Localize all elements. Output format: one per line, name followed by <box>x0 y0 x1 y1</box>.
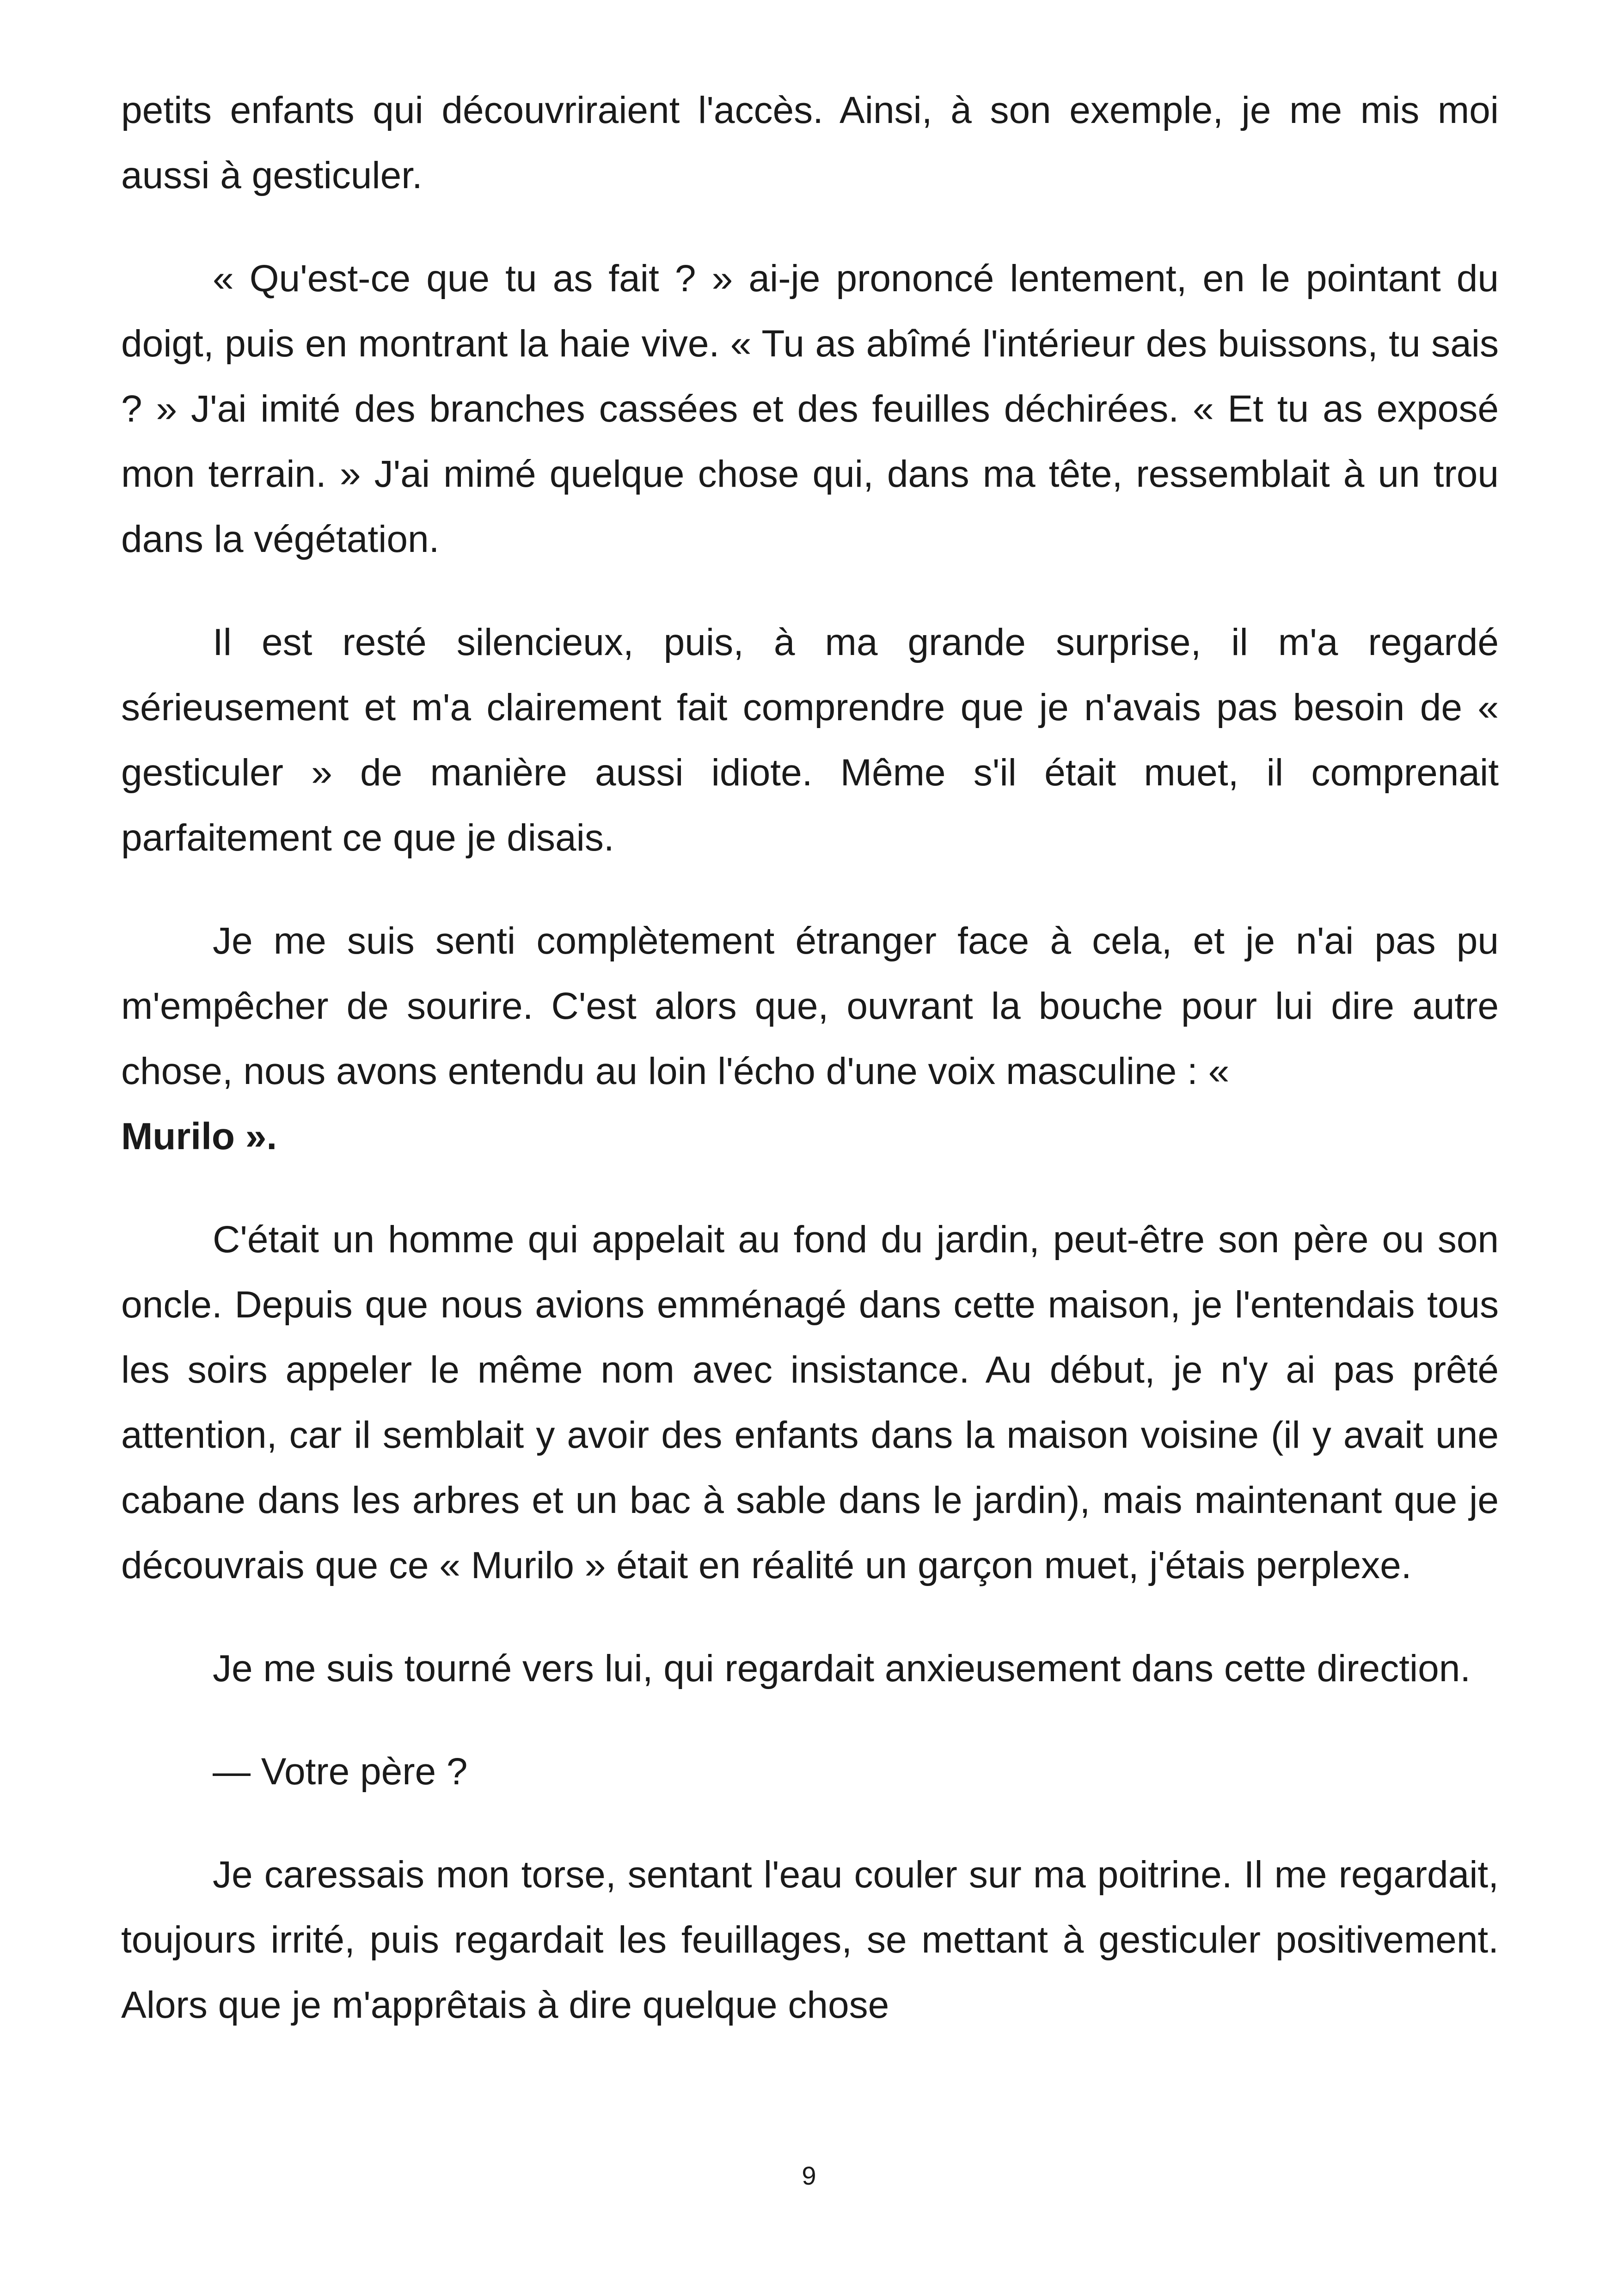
dialogue-line: — Votre père ? <box>213 1751 468 1793</box>
paragraph: Je me suis tourné vers lui, qui regardait anxieusement dans cette direction. <box>213 1647 1471 1690</box>
paragraph <box>121 908 1499 1169</box>
page-body <box>121 78 1499 2076</box>
paragraph: « Qu'est-ce que tu as fait ? » ai-je prononcé lentement, en le pointant du doigt, puis en montrant la haie vive. « Tu as abîmé l'intérieur des buissons, tu sais ? » J'ai imité des branches cassées et des feuilles déchirées. « Et tu as exposé mon terrain. » J'ai mimé quelque chose qui, dans ma tête, ressemblait à un trou dans la végétation. <box>121 257 1499 560</box>
paragraph-text: Je me suis senti complètement étranger face à cela, et je n'ai pas pu m'empêcher de sourire. C'est alors que, ouvrant la bouche pour lui dire autre chose, nous avons entendu au loin l'écho d'une voix masculine : « <box>121 920 1499 1092</box>
page-number: 9 <box>802 2161 816 2190</box>
paragraph: Il est resté silencieux, puis, à ma grande surprise, il m'a regardé sérieusement et m'a clairement fait comprendre que je n'avais pas besoin de « gesticuler » de manière aussi idiote. Même s'il était muet, il comprenait parfaitement ce que je disais. <box>121 621 1499 859</box>
paragraph: C'était un homme qui appelait au fond du jardin, peut-être son père ou son oncle. Depuis que nous avions emménagé dans cette maison, je l'entendais tous les soirs appeler le même nom avec insistance. Au début, je n'y ai pas prêté attention, car il semblait y avoir des enfants dans la maison voisine (il y avait une cabane dans les arbres et un bac à sable dans le jardin), mais maintenant que je découvrais que ce « Murilo » était en réalité un garçon muet, j'étais perplexe. <box>121 1218 1499 1586</box>
paragraph: Je caressais mon torse, sentant l'eau couler sur ma poitrine. Il me regardait, toujours irrité, puis regardait les feuillages, se mettant à gesticuler positivement. Alors que je m'apprêtais à dire quelque chose <box>121 1854 1499 2026</box>
paragraph: petits enfants qui découvriraient l'accès. Ainsi, à son exemple, je me mis moi aussi à gesticuler. <box>121 89 1499 196</box>
bold-name: Murilo ». <box>121 1115 277 1157</box>
